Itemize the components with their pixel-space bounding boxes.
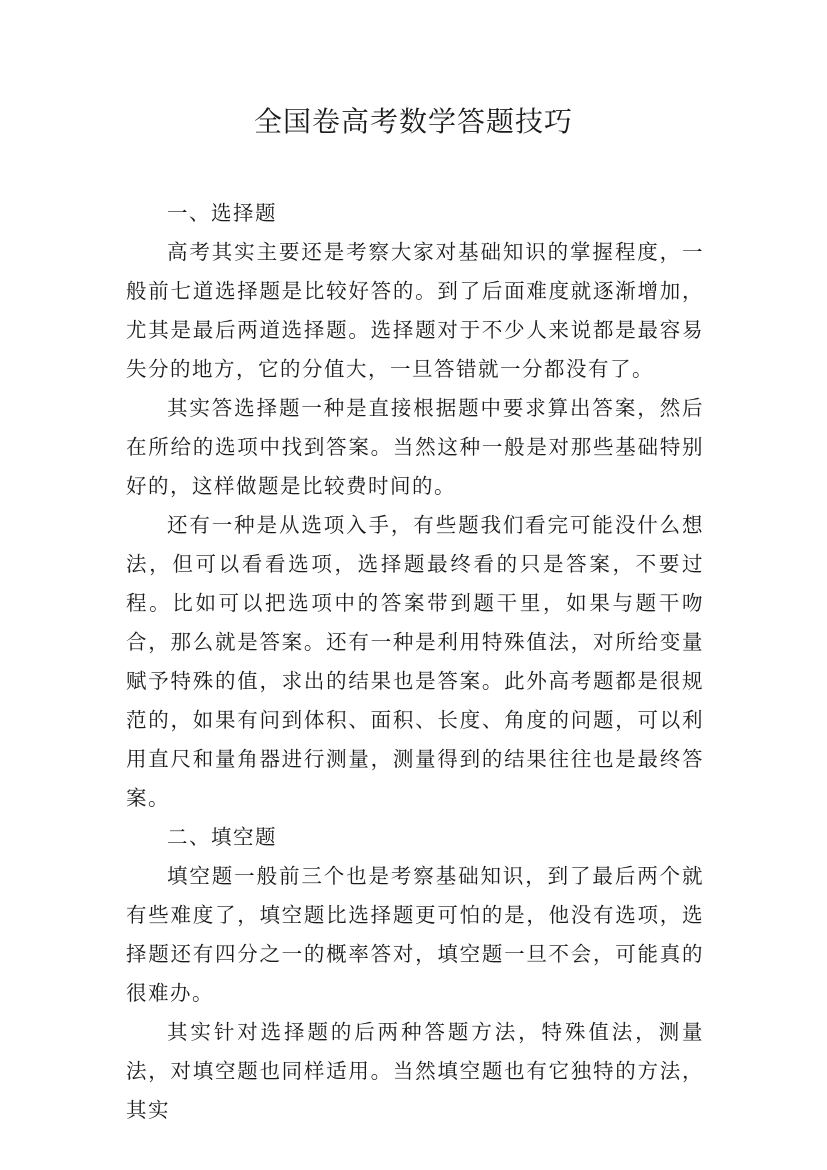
paragraph: 其实答选择题一种是直接根据题中要求算出答案，然后在所给的选项中找到答案。当然这种一般是对那些基础特别好的，这样做题是比较费时间的。 bbox=[126, 396, 704, 498]
paragraph: 填空题一般前三个也是考察基础知识，到了最后两个就有些难度了，填空题比选择题更可怕的是，他没有选项，选择题还有四分之一的概率答对，填空题一旦不会，可能真的很难办。 bbox=[126, 864, 704, 1005]
paragraph: 其实针对选择题的后两种答题方法，特殊值法，测量法，对填空题也同样适用。当然填空题也有它独特的方法，其实 bbox=[126, 1020, 704, 1122]
section-heading-fill-blank: 二、填空题 bbox=[167, 825, 277, 849]
section-heading-choice: 一、选择题 bbox=[167, 201, 277, 225]
document-title: 全国卷高考数学答题技巧 bbox=[253, 105, 573, 138]
document-body bbox=[126, 194, 704, 1130]
paragraph: 还有一种是从选项入手，有些题我们看完可能没什么想法，但可以看看选项，选择题最终看的只是答案，不要过程。比如可以把选项中的答案带到题干里，如果与题干吻合，那么就是答案。还有一种是利用特殊值法，对所给变量赋予特殊的值，求出的结果也是答案。此外高考题都是很规范的，如果有问到体积、面积、长度、角度的问题，可以利用直尺和量角器进行测量，测量得到的结果往往也是最终答案。 bbox=[126, 513, 704, 810]
paragraph: 高考其实主要还是考察大家对基础知识的掌握程度，一般前七道选择题是比较好答的。到了后面难度就逐渐增加，尤其是最后两道选择题。选择题对于不少人来说都是最容易失分的地方，它的分值大，一旦答错就一分都没有了。 bbox=[126, 240, 704, 381]
